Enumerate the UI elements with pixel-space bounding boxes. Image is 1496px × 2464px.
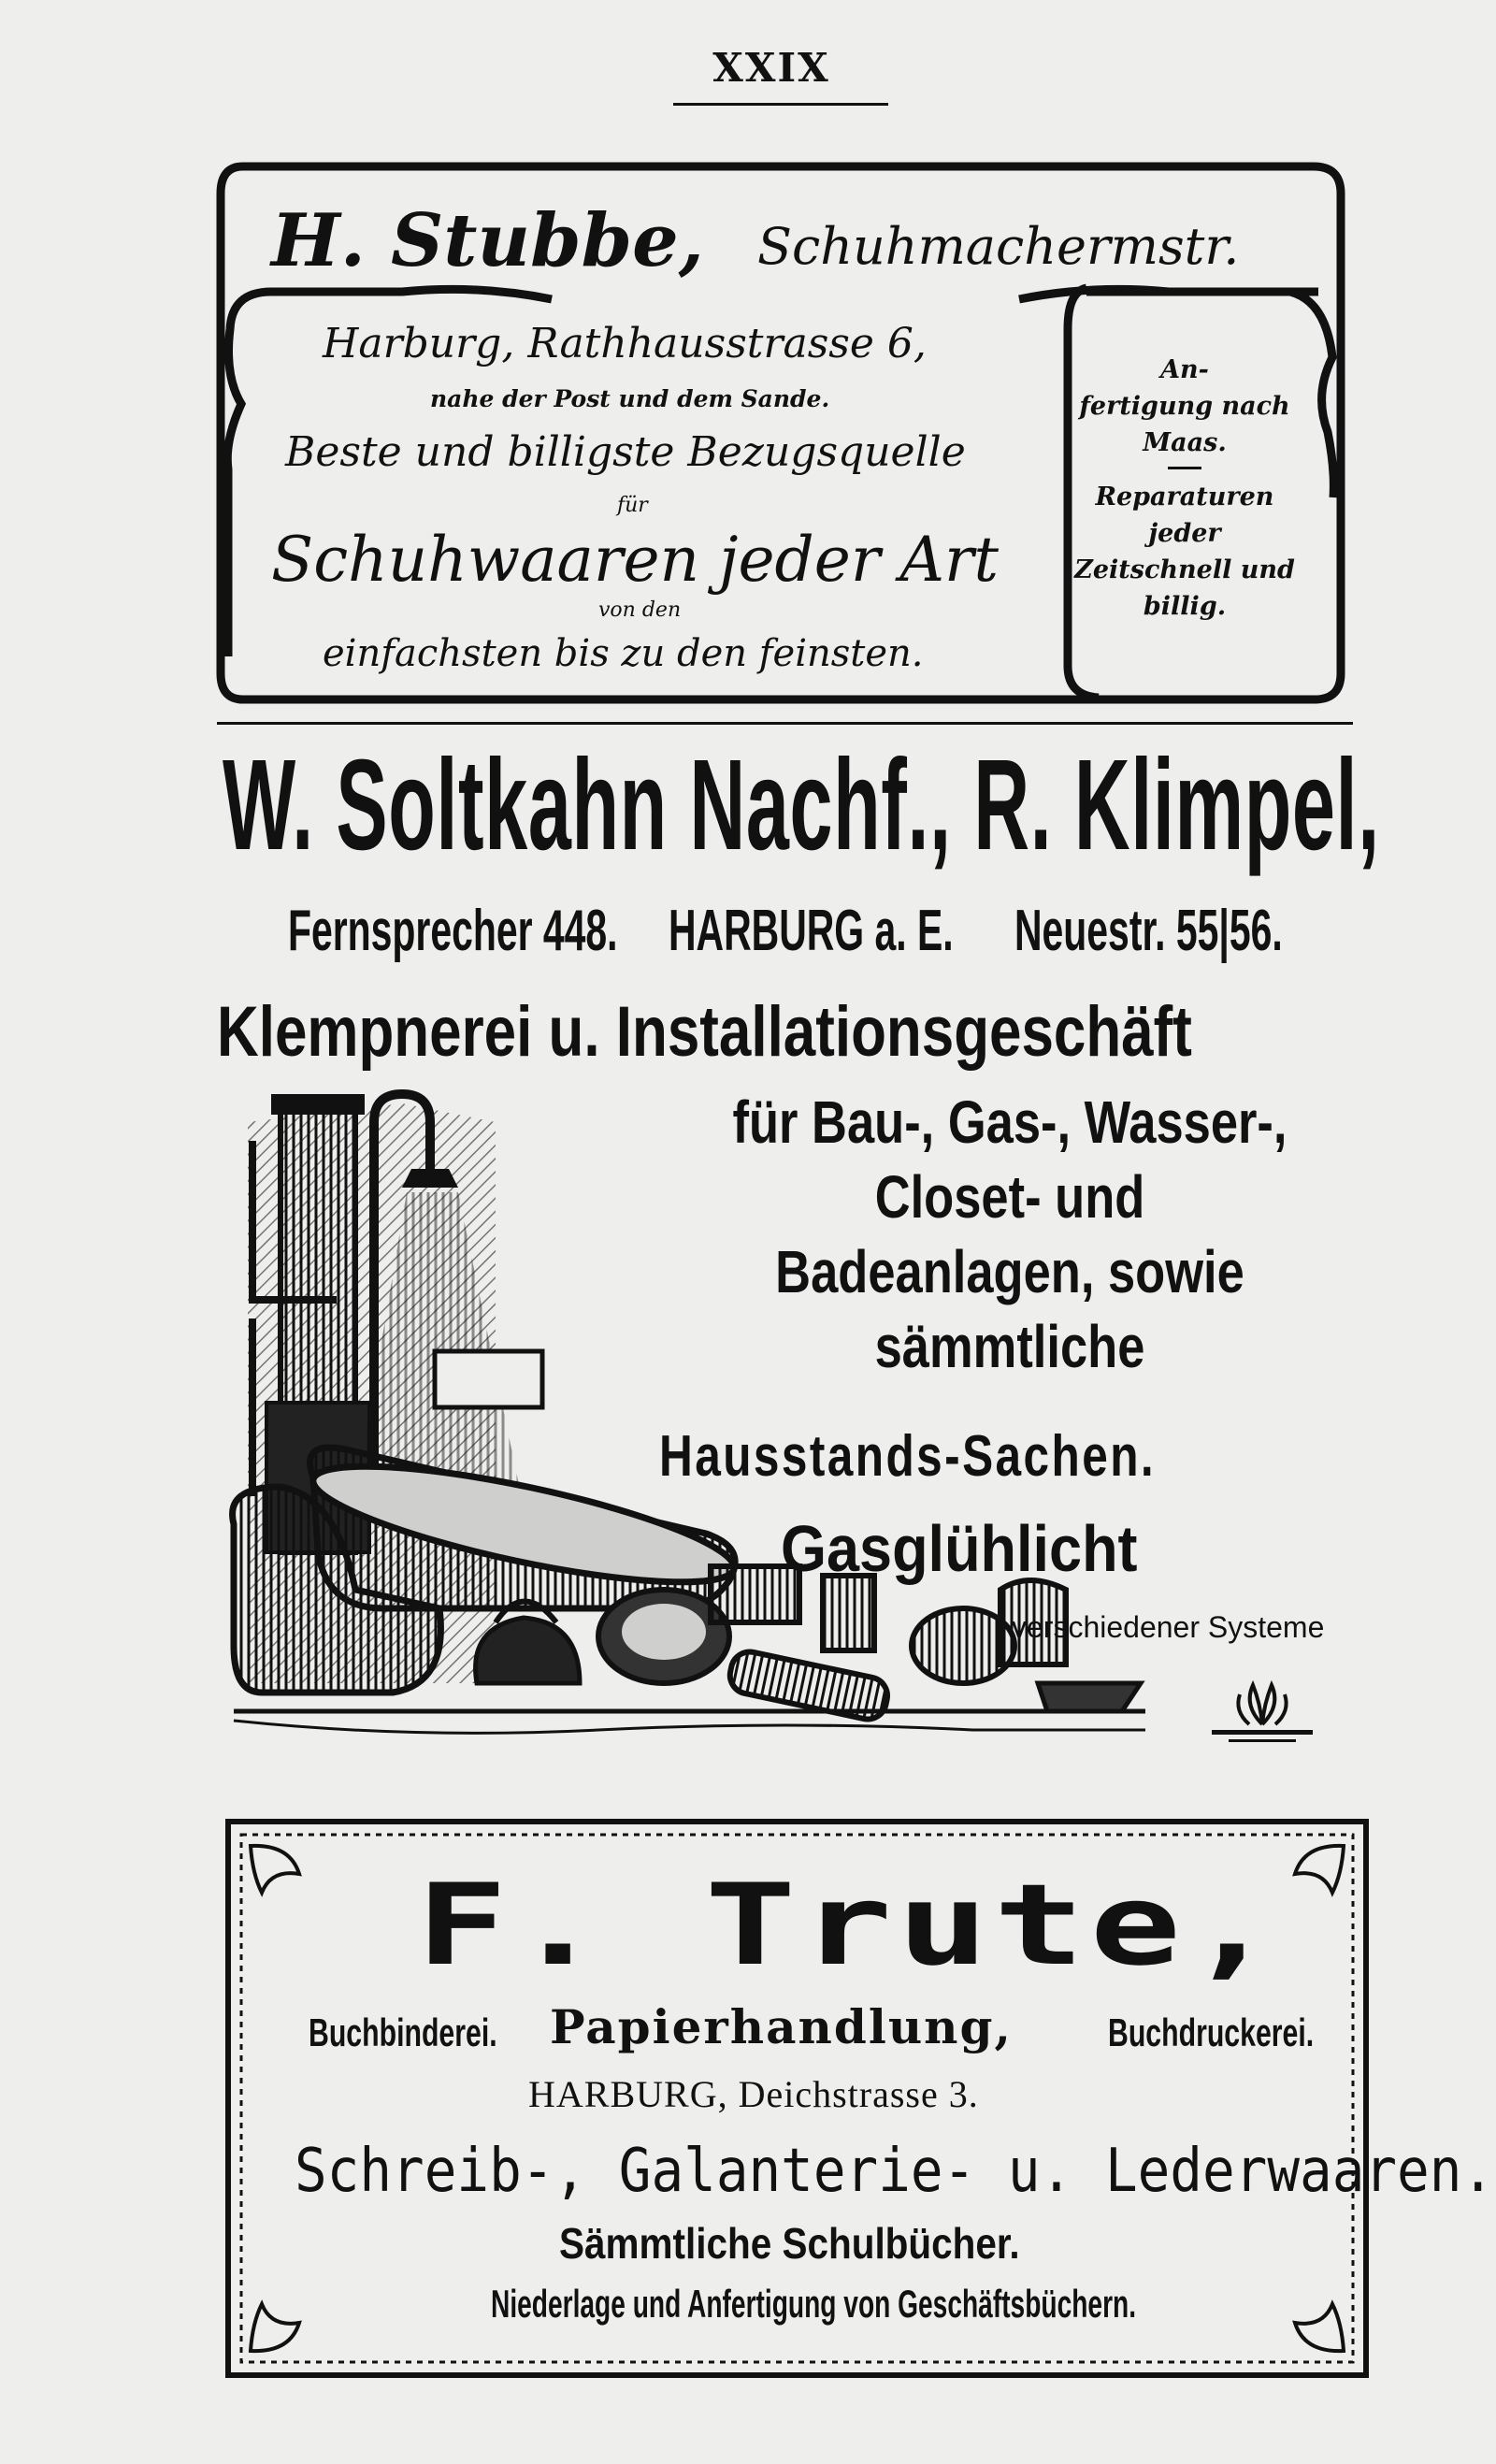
stubbe-trade: Schuhmachermstr. bbox=[757, 217, 1240, 276]
trute-address: HARBURG, Deichstrasse 3. bbox=[528, 2073, 979, 2115]
side-line-5: jeder bbox=[1148, 519, 1221, 548]
side-line-7: billig. bbox=[1143, 592, 1227, 621]
trute-ledgers: Niederlage und Anfertigung von Geschäftsbüchern. bbox=[491, 2282, 1137, 2326]
side-line-2: fertigung nach bbox=[1079, 392, 1290, 421]
stubbe-fur: für bbox=[617, 494, 648, 517]
stubbe-address: Harburg, Rathhausstrasse 6, bbox=[323, 320, 927, 367]
soltkahn-street: Neuestr. 55|56. bbox=[1014, 899, 1283, 963]
soltkahn-systems: verschiedener Systeme bbox=[1012, 1610, 1325, 1644]
stubbe-name: H. Stubbe, bbox=[271, 198, 704, 283]
soltkahn-gaslight: Gasglühlicht bbox=[781, 1512, 1138, 1585]
ad-divider bbox=[217, 722, 1353, 725]
services-line-2: Closet- und bbox=[874, 1163, 1145, 1231]
side-line-6: Zeitschnell und bbox=[1074, 555, 1295, 584]
stubbe-side-panel bbox=[1068, 352, 1302, 625]
boiler-cap bbox=[271, 1094, 365, 1115]
services-line-4: sämmtliche bbox=[874, 1313, 1145, 1380]
trute-printing: Buchdruckerei. bbox=[1108, 2010, 1315, 2054]
trute-goods: Schreib-, Galanterie- u. Lederwaaren. bbox=[295, 2137, 1495, 2206]
trute-name: F. Trute, bbox=[416, 1861, 1283, 1991]
trute-stationery: Papierhandlung, bbox=[550, 1999, 1013, 2054]
flame-mantle-icon bbox=[1206, 1679, 1318, 1747]
stubbe-main: Schuhwaaren jeder Art bbox=[271, 524, 1000, 596]
scoop bbox=[1038, 1683, 1141, 1711]
soltkahn-trade: Klempnerei u. Installationsgeschäft bbox=[217, 992, 1192, 1072]
soltkahn-services bbox=[645, 1085, 1374, 1384]
tap-sign bbox=[435, 1351, 542, 1407]
soltkahn-name: W. Soltkahn Nachf., R. Klimpel, bbox=[223, 733, 1380, 877]
shower-head bbox=[402, 1169, 458, 1188]
side-line-1: An- bbox=[1160, 355, 1209, 384]
soltkahn-household: Hausstands-Sachen. bbox=[659, 1424, 1157, 1489]
stubbe-near: nahe der Post und dem Sande. bbox=[430, 385, 830, 412]
side-line-3: Maas. bbox=[1143, 428, 1227, 457]
stubbe-best: Beste und billigste Bezugsquelle bbox=[285, 428, 966, 476]
side-line-4: Reparaturen bbox=[1095, 483, 1274, 512]
floor-shadow bbox=[234, 1721, 1145, 1733]
services-line-3: Badeanlagen, sowie bbox=[775, 1238, 1244, 1305]
side-dash bbox=[1168, 467, 1201, 469]
tin-can bbox=[823, 1576, 874, 1650]
soltkahn-city: HARBURG a. E. bbox=[669, 899, 954, 963]
page-number: XXIX bbox=[712, 45, 830, 91]
trute-schoolbooks: Sämmtliche Schulbücher. bbox=[559, 2219, 1020, 2268]
soltkahn-phone: Fernsprecher 448. bbox=[288, 899, 618, 963]
page-number-rule bbox=[673, 103, 888, 106]
pan-inner bbox=[622, 1604, 706, 1660]
services-line-1: für Bau-, Gas-, Wasser-, bbox=[732, 1088, 1287, 1156]
stubbe-range: einfachsten bis zu den feinsten. bbox=[323, 632, 924, 675]
stubbe-von: von den bbox=[598, 598, 682, 622]
trute-bookbinding: Buchbinderei. bbox=[309, 2010, 497, 2054]
